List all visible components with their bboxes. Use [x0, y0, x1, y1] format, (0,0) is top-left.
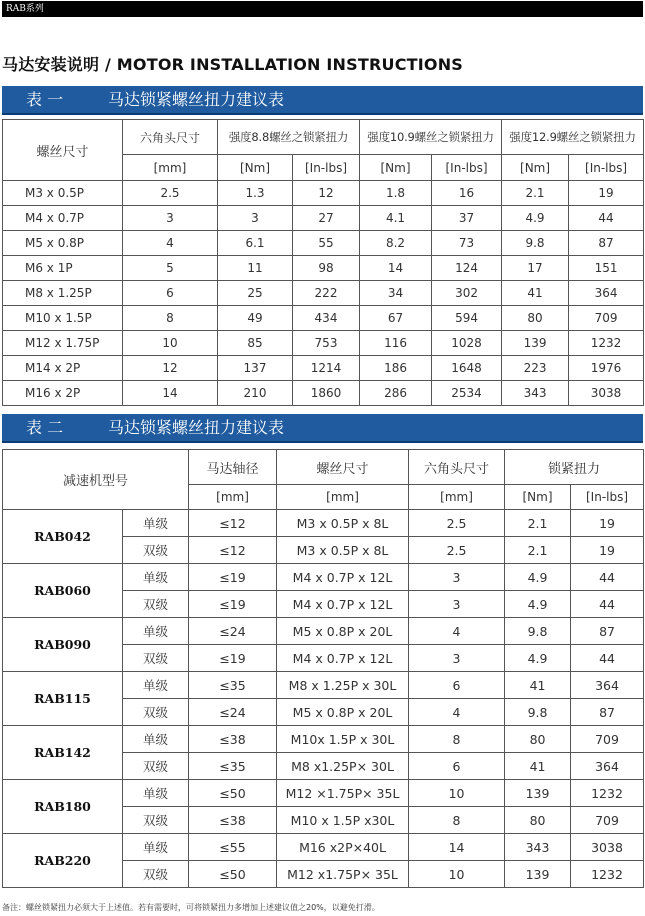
value-cell: ≤38	[189, 726, 277, 753]
value-cell: 44	[571, 591, 644, 618]
model-name-cell: RAB220	[3, 834, 123, 888]
value-cell: ≤35	[189, 753, 277, 780]
value-cell: 709	[571, 726, 644, 753]
col-header-model: 减速机型号	[3, 450, 189, 510]
value-cell: 8	[409, 807, 505, 834]
value-cell: 37	[432, 206, 502, 231]
col-header-hex-size: 六角头尺寸	[409, 450, 505, 485]
value-cell: 1232	[569, 331, 644, 356]
value-cell: 223	[502, 356, 569, 381]
screw-size-cell: M8 x1.25P× 30L	[277, 753, 409, 780]
value-cell: 9.8	[502, 231, 569, 256]
stage-cell: 单级	[123, 618, 189, 645]
table-row	[3, 356, 644, 381]
value-cell: 4	[123, 231, 218, 256]
value-cell: 2.5	[123, 181, 218, 206]
stage-cell: 单级	[123, 672, 189, 699]
table-row	[3, 510, 644, 537]
value-cell: ≤35	[189, 672, 277, 699]
value-cell: 594	[432, 306, 502, 331]
value-cell: 343	[502, 381, 569, 406]
stage-cell: 双级	[123, 807, 189, 834]
value-cell: 364	[571, 753, 644, 780]
model-name-cell: RAB115	[3, 672, 123, 726]
value-cell: 1648	[432, 356, 502, 381]
value-cell: 4.9	[502, 206, 569, 231]
value-cell: 1232	[571, 780, 644, 807]
value-cell: 302	[432, 281, 502, 306]
value-cell: 9.8	[505, 699, 571, 726]
value-cell: 8	[409, 726, 505, 753]
screw-size-cell: M10x 1.5P x 30L	[277, 726, 409, 753]
value-cell: 16	[432, 181, 502, 206]
value-cell: 4	[409, 699, 505, 726]
col-header-screw-size: 螺丝尺寸	[277, 450, 409, 485]
screw-size-cell: M3 x 0.5P	[3, 181, 123, 206]
screw-size-cell: M14 x 2P	[3, 356, 123, 381]
value-cell: 14	[409, 834, 505, 861]
screw-size-cell: M8 x 1.25P	[3, 281, 123, 306]
col-header-screw-size: 螺丝尺寸	[3, 120, 123, 181]
screw-size-cell: M10 x 1.5P x30L	[277, 807, 409, 834]
value-cell: 3	[123, 206, 218, 231]
stage-cell: 双级	[123, 861, 189, 888]
unit-nm: [Nm]	[218, 155, 293, 181]
value-cell: 11	[218, 256, 293, 281]
value-cell: 19	[571, 510, 644, 537]
screw-size-cell: M8 x 1.25P x 30L	[277, 672, 409, 699]
screw-size-cell: M12 x1.75P× 35L	[277, 861, 409, 888]
value-cell: 151	[569, 256, 644, 281]
value-cell: 3	[409, 591, 505, 618]
torque-table-2	[2, 449, 644, 888]
value-cell: 343	[505, 834, 571, 861]
unit-mm: [mm]	[277, 485, 409, 510]
value-cell: 709	[569, 306, 644, 331]
footnote: 备注：螺丝锁紧扭力必须大于上述值。若有需要时，可将锁紧扭力多增加上述建议值之20%，以避免打滑。	[2, 903, 380, 912]
value-cell: 98	[293, 256, 360, 281]
value-cell: 4.9	[505, 591, 571, 618]
value-cell: 80	[505, 807, 571, 834]
table-row	[3, 672, 644, 699]
value-cell: 41	[505, 753, 571, 780]
value-cell: 4.9	[505, 564, 571, 591]
screw-size-cell: M16 x 2P	[3, 381, 123, 406]
value-cell: 124	[432, 256, 502, 281]
value-cell: 44	[569, 206, 644, 231]
value-cell: 6	[409, 753, 505, 780]
stage-cell: 双级	[123, 645, 189, 672]
screw-size-cell: M3 x 0.5P x 8L	[277, 537, 409, 564]
value-cell: 1860	[293, 381, 360, 406]
screw-size-cell: M4 x 0.7P x 12L	[277, 591, 409, 618]
unit-mm: [mm]	[123, 155, 218, 181]
value-cell: 14	[123, 381, 218, 406]
value-cell: 3	[218, 206, 293, 231]
table-row	[3, 780, 644, 807]
screw-size-cell: M10 x 1.5P	[3, 306, 123, 331]
value-cell: 85	[218, 331, 293, 356]
value-cell: 12	[123, 356, 218, 381]
value-cell: 87	[569, 231, 644, 256]
value-cell: 49	[218, 306, 293, 331]
value-cell: 139	[502, 331, 569, 356]
value-cell: 6.1	[218, 231, 293, 256]
value-cell: 9.8	[505, 618, 571, 645]
col-header-shaft-diameter: 马达轴径	[189, 450, 277, 485]
torque-table-1	[2, 119, 644, 406]
screw-size-cell: M12 x 1.75P	[3, 331, 123, 356]
model-name-cell: RAB042	[3, 510, 123, 564]
value-cell: 1028	[432, 331, 502, 356]
table-row	[3, 726, 644, 753]
table-row	[3, 206, 644, 231]
table-row	[3, 381, 644, 406]
stage-cell: 双级	[123, 537, 189, 564]
value-cell: ≤24	[189, 618, 277, 645]
stage-cell: 单级	[123, 510, 189, 537]
model-name-cell: RAB060	[3, 564, 123, 618]
stage-cell: 双级	[123, 699, 189, 726]
value-cell: 364	[571, 672, 644, 699]
stage-cell: 单级	[123, 564, 189, 591]
value-cell: 6	[409, 672, 505, 699]
value-cell: 753	[293, 331, 360, 356]
screw-size-cell: M6 x 1P	[3, 256, 123, 281]
col-header-torque: 锁紧扭力	[505, 450, 644, 485]
stage-cell: 单级	[123, 834, 189, 861]
value-cell: 364	[569, 281, 644, 306]
screw-size-cell: M5 x 0.8P x 20L	[277, 699, 409, 726]
value-cell: ≤12	[189, 537, 277, 564]
value-cell: 6	[123, 281, 218, 306]
unit-inlbs: [In-lbs]	[432, 155, 502, 181]
value-cell: 34	[360, 281, 432, 306]
value-cell: 186	[360, 356, 432, 381]
col-header-strength-8-8: 强度8.8螺丝之锁紧扭力	[218, 120, 360, 155]
table1-banner	[2, 86, 643, 115]
table2-number: 表 二	[26, 418, 64, 437]
screw-size-cell: M5 x 0.8P x 20L	[277, 618, 409, 645]
value-cell: ≤19	[189, 591, 277, 618]
table-row	[3, 181, 644, 206]
value-cell: 10	[409, 780, 505, 807]
value-cell: 73	[432, 231, 502, 256]
value-cell: 41	[502, 281, 569, 306]
value-cell: 44	[571, 564, 644, 591]
value-cell: 87	[571, 699, 644, 726]
value-cell: 2534	[432, 381, 502, 406]
value-cell: 12	[293, 181, 360, 206]
value-cell: 25	[218, 281, 293, 306]
value-cell: 67	[360, 306, 432, 331]
value-cell: 1.3	[218, 181, 293, 206]
value-cell: 1232	[571, 861, 644, 888]
value-cell: 3	[409, 645, 505, 672]
value-cell: 434	[293, 306, 360, 331]
value-cell: 4.9	[505, 645, 571, 672]
value-cell: 3038	[571, 834, 644, 861]
col-header-hex-size: 六角头尺寸	[123, 120, 218, 155]
unit-mm: [mm]	[409, 485, 505, 510]
value-cell: 1214	[293, 356, 360, 381]
unit-nm: [Nm]	[505, 485, 571, 510]
page-title: 马达安装说明 / MOTOR INSTALLATION INSTRUCTIONS	[2, 55, 464, 74]
value-cell: 210	[218, 381, 293, 406]
unit-inlbs: [In-lbs]	[571, 485, 644, 510]
value-cell: 116	[360, 331, 432, 356]
value-cell: 709	[571, 807, 644, 834]
col-header-strength-10-9: 强度10.9螺丝之锁紧扭力	[360, 120, 502, 155]
value-cell: 87	[571, 618, 644, 645]
unit-inlbs: [In-lbs]	[569, 155, 644, 181]
table-row	[3, 618, 644, 645]
screw-size-cell: M3 x 0.5P x 8L	[277, 510, 409, 537]
model-name-cell: RAB090	[3, 618, 123, 672]
value-cell: 80	[505, 726, 571, 753]
value-cell: ≤50	[189, 780, 277, 807]
value-cell: ≤19	[189, 564, 277, 591]
value-cell: 14	[360, 256, 432, 281]
table2-title: 马达锁紧螺丝扭力建议表	[108, 418, 285, 437]
table-row	[3, 306, 644, 331]
stage-cell: 单级	[123, 780, 189, 807]
screw-size-cell: M4 x 0.7P x 12L	[277, 645, 409, 672]
screw-size-cell: M16 x2P×40L	[277, 834, 409, 861]
screw-size-cell: M4 x 0.7P	[3, 206, 123, 231]
value-cell: ≤12	[189, 510, 277, 537]
value-cell: 8	[123, 306, 218, 331]
col-header-strength-12-9: 强度12.9螺丝之锁紧扭力	[502, 120, 644, 155]
value-cell: ≤24	[189, 699, 277, 726]
value-cell: 2.5	[409, 510, 505, 537]
value-cell: 2.5	[409, 537, 505, 564]
value-cell: 27	[293, 206, 360, 231]
unit-inlbs: [In-lbs]	[293, 155, 360, 181]
screw-size-cell: M12 ×1.75P× 35L	[277, 780, 409, 807]
value-cell: 3038	[569, 381, 644, 406]
value-cell: ≤55	[189, 834, 277, 861]
value-cell: 286	[360, 381, 432, 406]
value-cell: 4.1	[360, 206, 432, 231]
table-row	[3, 564, 644, 591]
model-name-cell: RAB180	[3, 780, 123, 834]
value-cell: 44	[571, 645, 644, 672]
stage-cell: 双级	[123, 591, 189, 618]
value-cell: 55	[293, 231, 360, 256]
table-row	[3, 834, 644, 861]
series-tag: RAB系列	[6, 4, 44, 14]
value-cell: 19	[571, 537, 644, 564]
screw-size-cell: M5 x 0.8P	[3, 231, 123, 256]
unit-mm: [mm]	[189, 485, 277, 510]
table-row	[3, 331, 644, 356]
screw-size-cell: M4 x 0.7P x 12L	[277, 564, 409, 591]
table-row	[3, 256, 644, 281]
value-cell: 3	[409, 564, 505, 591]
value-cell: 2.1	[502, 181, 569, 206]
value-cell: ≤50	[189, 861, 277, 888]
value-cell: 19	[569, 181, 644, 206]
unit-nm: [Nm]	[360, 155, 432, 181]
model-name-cell: RAB142	[3, 726, 123, 780]
value-cell: ≤38	[189, 807, 277, 834]
value-cell: 137	[218, 356, 293, 381]
value-cell: 2.1	[505, 537, 571, 564]
value-cell: 139	[505, 861, 571, 888]
value-cell: 4	[409, 618, 505, 645]
value-cell: 222	[293, 281, 360, 306]
unit-nm: [Nm]	[502, 155, 569, 181]
series-header-bar	[2, 1, 643, 17]
value-cell: 80	[502, 306, 569, 331]
table-row	[3, 281, 644, 306]
value-cell: 10	[409, 861, 505, 888]
value-cell: 1976	[569, 356, 644, 381]
value-cell: 17	[502, 256, 569, 281]
value-cell: 139	[505, 780, 571, 807]
stage-cell: 双级	[123, 753, 189, 780]
table-row	[3, 231, 644, 256]
value-cell: 5	[123, 256, 218, 281]
table1-title: 马达锁紧螺丝扭力建议表	[108, 90, 285, 109]
value-cell: 1.8	[360, 181, 432, 206]
value-cell: 2.1	[505, 510, 571, 537]
table2-banner	[2, 414, 643, 443]
value-cell: 10	[123, 331, 218, 356]
value-cell: ≤19	[189, 645, 277, 672]
value-cell: 8.2	[360, 231, 432, 256]
stage-cell: 单级	[123, 726, 189, 753]
value-cell: 41	[505, 672, 571, 699]
table1-number: 表 一	[26, 90, 64, 109]
